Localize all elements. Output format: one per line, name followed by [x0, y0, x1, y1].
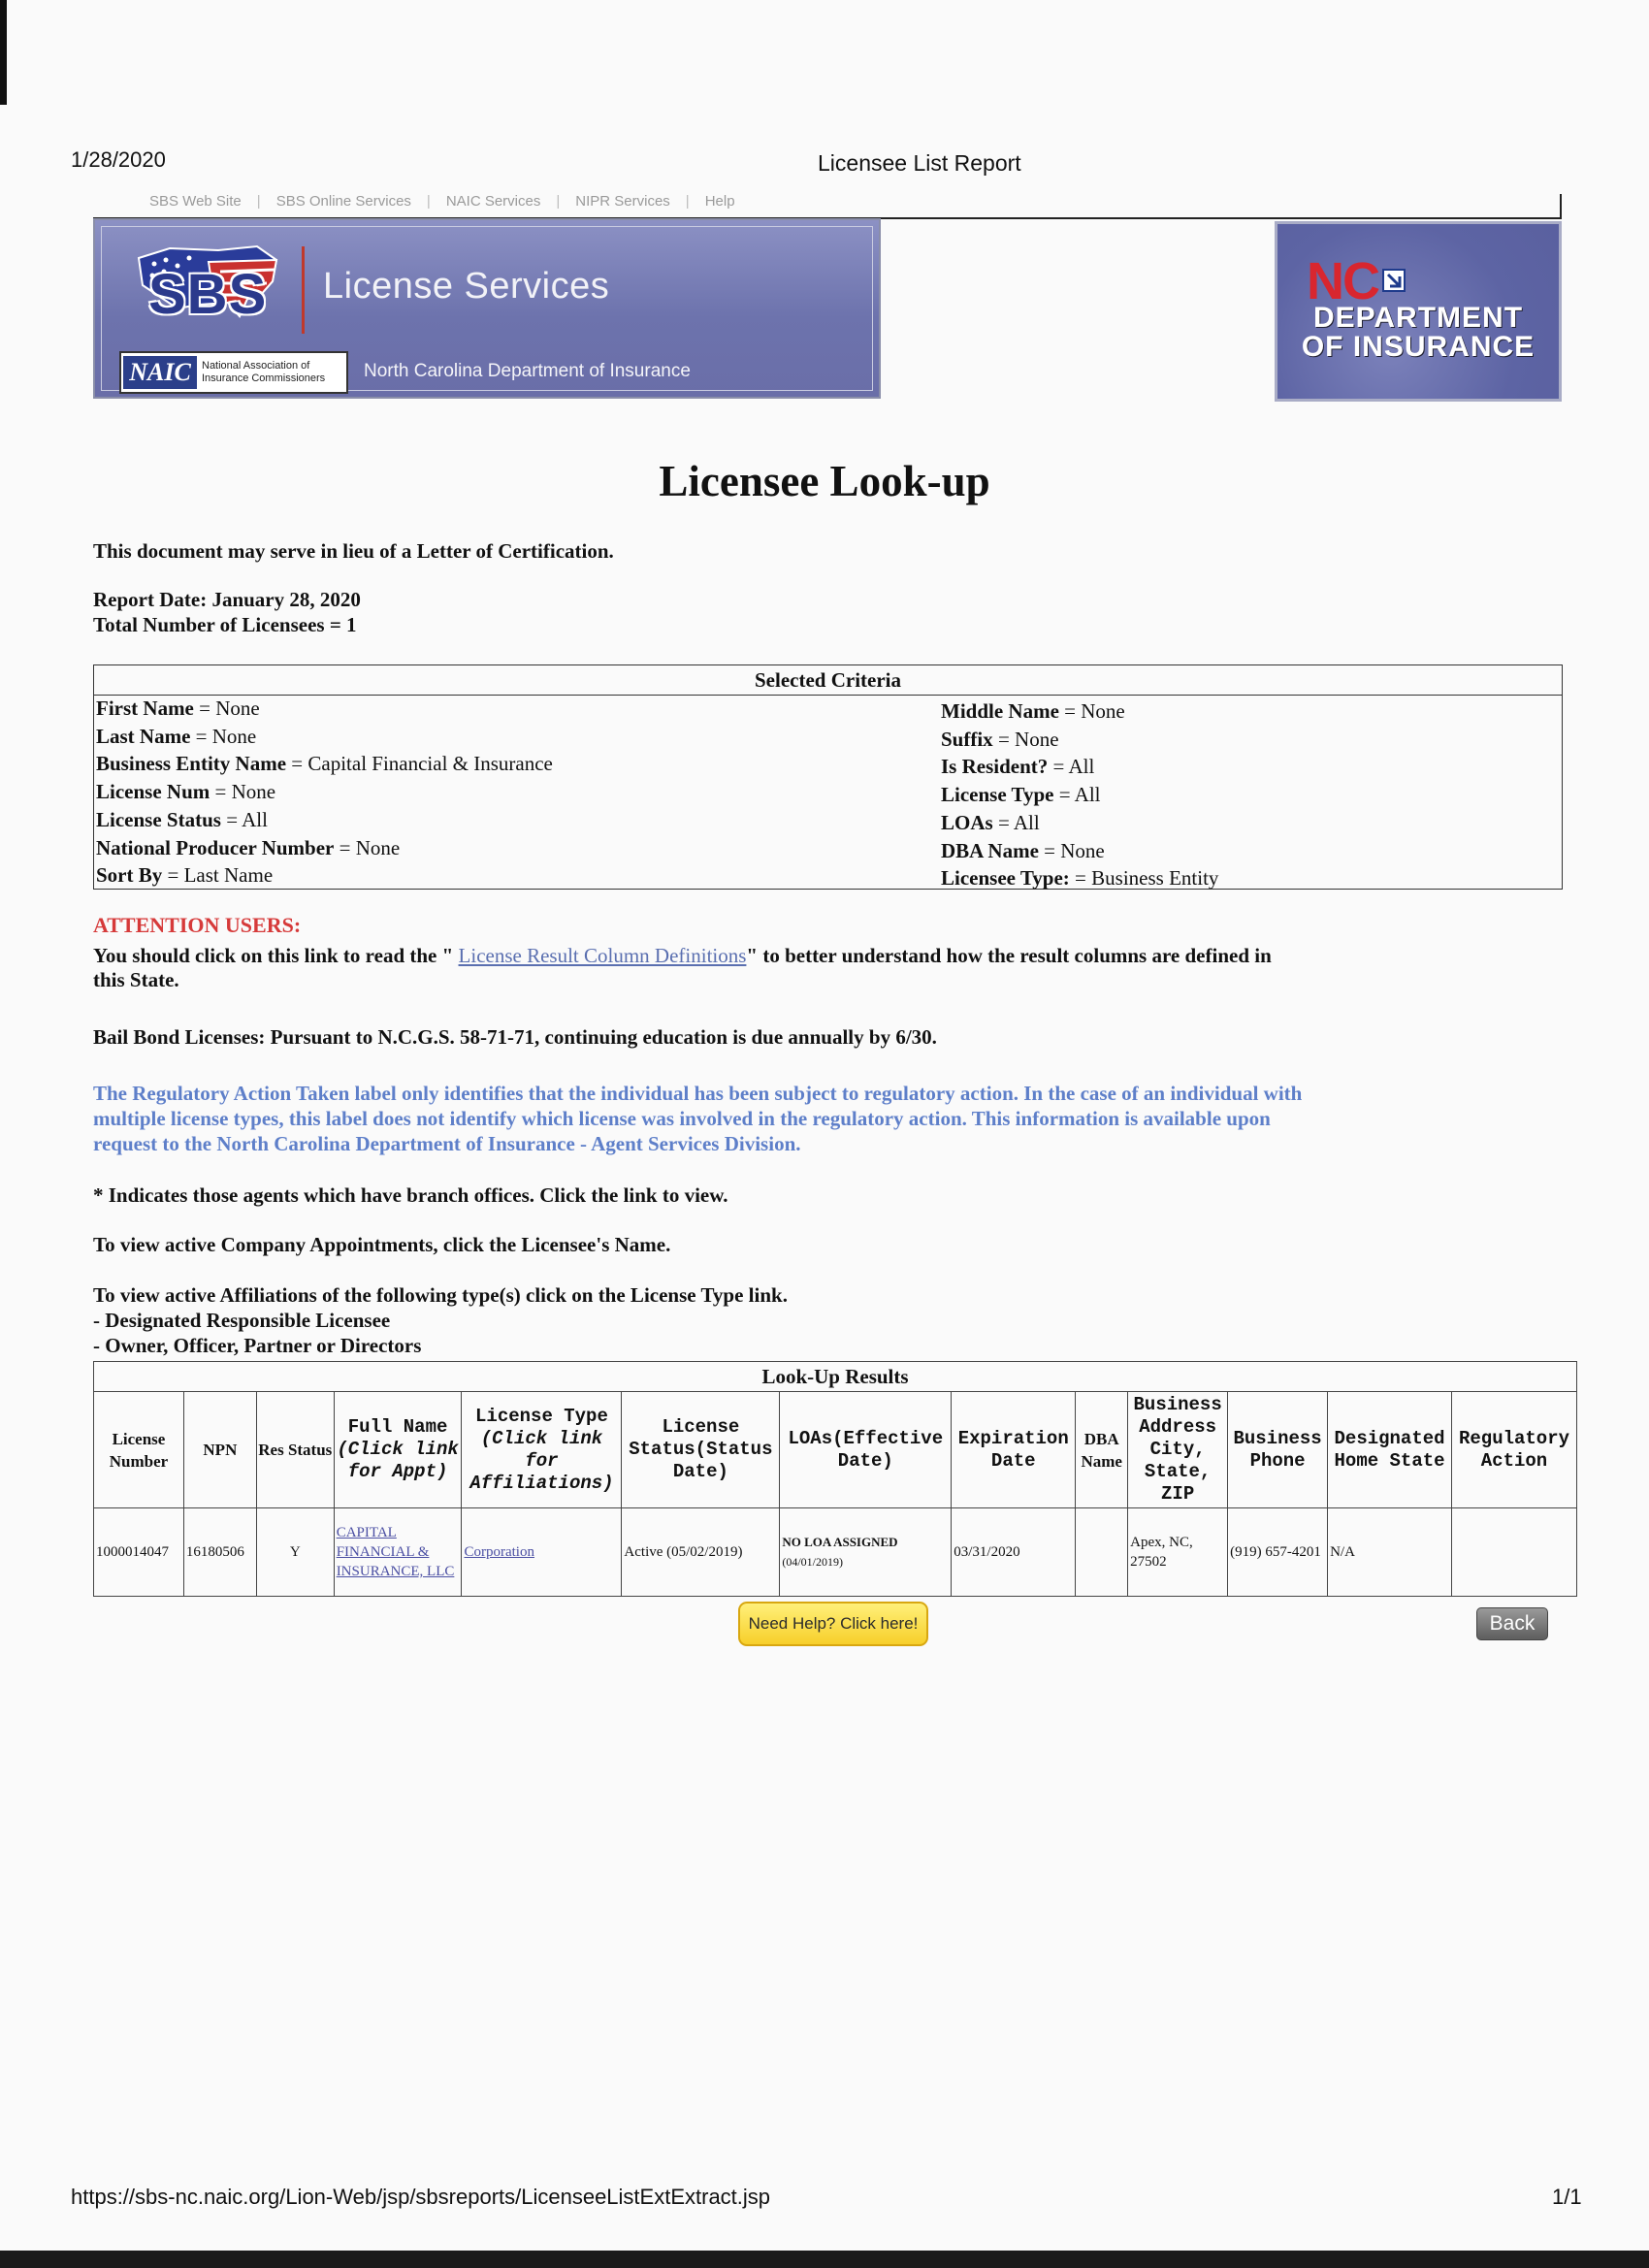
criteria-label: License Num [96, 780, 210, 804]
col-regulatory-action: Regulatory Action [1452, 1392, 1577, 1508]
need-help-button[interactable]: Need Help? Click here! [738, 1602, 928, 1646]
nav-separator: | [685, 193, 690, 210]
column-definitions-note [93, 944, 1296, 992]
criteria-label: Is Resident? [941, 755, 1049, 779]
criteria-value: = All [1048, 755, 1095, 779]
col-business-address: Business Address City, State, ZIP [1128, 1392, 1228, 1508]
print-date: 1/28/2020 [71, 147, 166, 172]
note-text-after: " to better understand how the result columns are defined in this State. [93, 944, 1272, 991]
loa-date: (04/01/2019) [782, 1555, 844, 1569]
criteria-value: = Capital Financial & Insurance [286, 752, 553, 776]
nav-sbs-online-services[interactable]: SBS Online Services [275, 193, 411, 210]
criteria-label: First Name [96, 697, 194, 720]
cell-home-state: N/A [1328, 1508, 1452, 1597]
naic-line-1: National Association of [202, 360, 310, 372]
criteria-value: = None [1058, 699, 1125, 723]
nav-sbs-web-site[interactable]: SBS Web Site [149, 193, 242, 210]
criteria-item [941, 837, 1218, 865]
criteria-value: = All [992, 810, 1040, 834]
affiliations-line: To view active Affiliations of the following type(s) click on the License Type link. [93, 1283, 788, 1307]
col-full-name-label: Full Name [347, 1416, 448, 1438]
criteria-value: = None [1038, 838, 1105, 862]
col-full-name [334, 1392, 462, 1508]
affiliations-line: - Owner, Officer, Partner or Directors [93, 1334, 422, 1357]
criteria-label: Suffix [941, 727, 993, 751]
certification-note: This document may serve in lieu of a Letter of Certification. [93, 539, 614, 563]
col-npn: NPN [183, 1392, 256, 1508]
nav-separator: | [426, 193, 431, 210]
criteria-right-column [941, 697, 1218, 892]
col-license-type-label: License Type [475, 1405, 608, 1427]
col-expiration-date: Expiration Date [952, 1392, 1076, 1508]
cell-npn: 16180506 [183, 1508, 256, 1597]
criteria-label: Sort By [96, 863, 163, 888]
column-definitions-link[interactable]: License Result Column Definitions [458, 944, 747, 967]
licensee-name-link[interactable]: CAPITAL FINANCIAL & INSURANCE, LLC [336, 1525, 455, 1579]
col-license-type-sub: (Click link for Affiliations) [469, 1427, 614, 1494]
affiliations-line: - Designated Responsible Licensee [93, 1309, 391, 1332]
criteria-item [96, 723, 553, 751]
col-full-name-sub: (Click link for Appt) [337, 1439, 459, 1482]
criteria-label: National Producer Number [96, 835, 335, 859]
nc-logo-letters: NC [1307, 252, 1378, 310]
criteria-item [96, 750, 553, 778]
criteria-item [941, 697, 1218, 726]
cell-business-phone: (919) 657-4201 [1228, 1508, 1328, 1597]
criteria-value: = None [334, 835, 401, 859]
criteria-value: = All [220, 807, 268, 831]
criteria-item [941, 726, 1218, 754]
nav-rule-end [1560, 194, 1562, 219]
col-res-status: Res Status [256, 1392, 334, 1508]
criteria-label: DBA Name [941, 838, 1039, 862]
criteria-value: = All [1053, 783, 1101, 807]
nc-department-label: North Carolina Department of Insurance [364, 361, 691, 381]
criteria-value: = Last Name [162, 863, 274, 888]
col-license-status: License Status(Status Date) [622, 1392, 780, 1508]
top-nav [149, 193, 735, 210]
criteria-item [96, 806, 553, 834]
print-url: https://sbs-nc.naic.org/Lion-Web/jsp/sbsreports/LicenseeListExtExtract.jsp [71, 2185, 771, 2209]
cell-res-status: Y [256, 1508, 334, 1597]
naic-logo: NAIC [123, 356, 197, 389]
criteria-label: Business Entity Name [96, 752, 287, 776]
criteria-item [96, 695, 553, 723]
affiliations-note [93, 1282, 788, 1358]
naic-text [202, 360, 325, 385]
criteria-value: = None [992, 727, 1059, 751]
criteria-value: = None [190, 724, 257, 748]
selected-criteria-box [93, 664, 1563, 890]
attention-heading: ATTENTION USERS: [93, 913, 302, 937]
criteria-label: LOAs [941, 810, 993, 834]
cell-expiration-date: 03/31/2020 [952, 1508, 1076, 1597]
criteria-value: = Business Entity [1069, 866, 1219, 891]
table-row [94, 1508, 1577, 1597]
criteria-item [941, 864, 1218, 892]
nav-help[interactable]: Help [704, 193, 735, 210]
criteria-label: License Type [941, 783, 1054, 807]
cell-regulatory-action [1452, 1508, 1577, 1597]
col-home-state: Designated Home State [1328, 1392, 1452, 1508]
loa-value: NO LOA ASSIGNED [782, 1535, 898, 1549]
cell-full-name [334, 1508, 462, 1597]
results-header-row [94, 1392, 1577, 1508]
regulatory-action-note: The Regulatory Action Taken label only identifies that the individual has been subject to regulatory action. In the case of an individual with multiple license types, this label does not identify which license was involved in the regulatory action. This information is available upon request to the North Carolina Department of Insurance - Agent Services Division. [93, 1082, 1303, 1155]
cell-license-status: Active (05/02/2019) [622, 1508, 780, 1597]
sbs-logo-text: SBS [148, 263, 268, 326]
cell-dba-name [1076, 1508, 1128, 1597]
col-license-type [462, 1392, 622, 1508]
nc-logo-line-1: DEPARTMENT [1312, 302, 1524, 334]
naic-logo-box [119, 351, 348, 394]
criteria-item [941, 753, 1218, 781]
criteria-item [96, 778, 553, 806]
nav-separator: | [256, 193, 261, 210]
criteria-label: Middle Name [941, 699, 1059, 723]
arrow-icon [1382, 269, 1406, 292]
back-button[interactable]: Back [1476, 1607, 1548, 1640]
cell-loas [780, 1508, 952, 1597]
appointments-note: To view active Company Appointments, click the Licensee's Name. [93, 1233, 671, 1256]
col-dba-name: DBA Name [1076, 1392, 1128, 1508]
lookup-results-table [93, 1361, 1577, 1597]
criteria-label: Licensee Type: [941, 866, 1070, 891]
nc-logo-line-2: OF INSURANCE [1301, 331, 1536, 363]
cell-business-address: Apex, NC, 27502 [1128, 1508, 1228, 1597]
criteria-item [941, 781, 1218, 809]
col-loas: LOAs(Effective Date) [780, 1392, 952, 1508]
cell-license-type [462, 1508, 622, 1597]
criteria-heading: Selected Criteria [94, 665, 1562, 696]
banner-divider [302, 246, 305, 334]
banner-frame [101, 226, 873, 391]
print-page-number: 1/1 [1552, 2185, 1582, 2209]
scan-edge [0, 0, 7, 105]
report-date: Report Date: January 28, 2020 [93, 588, 361, 611]
criteria-label: Last Name [96, 724, 191, 748]
criteria-value: = None [210, 780, 276, 804]
note-text-before: You should click on this link to read the " [93, 944, 459, 967]
license-type-link[interactable]: Corporation [464, 1544, 534, 1560]
nav-naic-services[interactable]: NAIC Services [445, 193, 541, 210]
criteria-item [96, 834, 553, 862]
criteria-value: = None [193, 697, 260, 720]
col-business-phone: Business Phone [1228, 1392, 1328, 1508]
print-title: Licensee List Report [818, 150, 1021, 176]
nav-nipr-services[interactable]: NIPR Services [575, 193, 670, 210]
bail-bond-note: Bail Bond Licenses: Pursuant to N.C.G.S. 58-71-71, continuing education is due annually by 6/30. [93, 1025, 937, 1049]
license-services-title: License Services [323, 266, 610, 307]
criteria-label: License Status [96, 807, 221, 831]
cell-license-number: 1000014047 [94, 1508, 184, 1597]
nc-doi-logo[interactable] [1275, 221, 1562, 402]
criteria-left-column [96, 695, 553, 890]
total-licensees: Total Number of Licensees = 1 [93, 613, 357, 636]
criteria-item [941, 809, 1218, 837]
nc-department-of-insurance [1277, 304, 1559, 362]
sbs-license-services-banner[interactable] [93, 218, 881, 399]
branch-offices-note: * Indicates those agents which have branch offices. Click the link to view. [93, 1183, 728, 1207]
page-title: Licensee Look-up [659, 457, 990, 505]
results-heading: Look-Up Results [94, 1362, 1577, 1392]
criteria-item [96, 861, 553, 890]
naic-line-2: Insurance Commissioners [202, 373, 326, 384]
nav-separator: | [556, 193, 561, 210]
scan-edge-bottom [0, 2251, 1649, 2268]
col-license-number: License Number [94, 1392, 184, 1508]
